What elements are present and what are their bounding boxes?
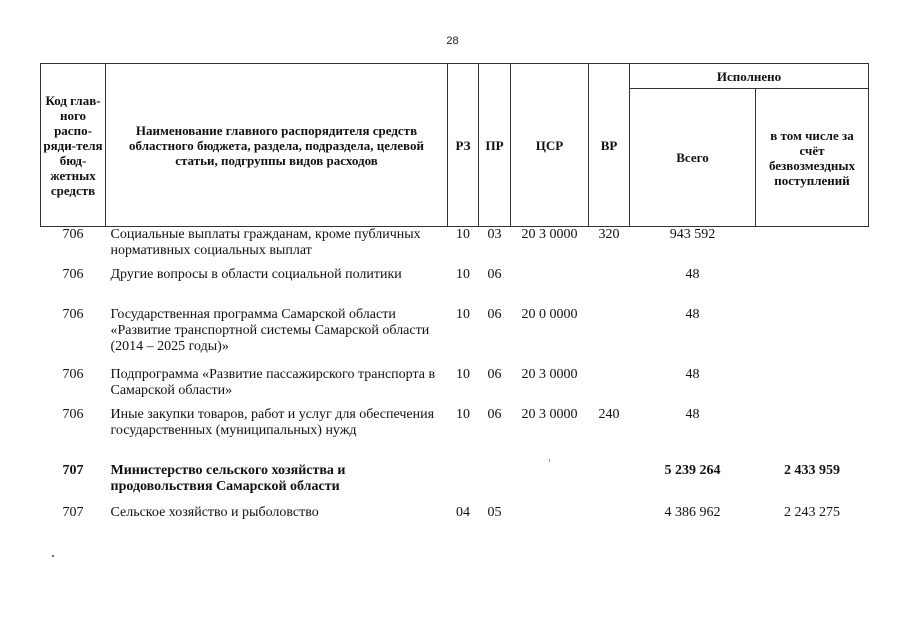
cell-code: 707 — [62, 504, 84, 520]
cell-code: 706 — [62, 406, 84, 422]
cell-incl — [756, 227, 869, 267]
cell-code: 706 — [62, 266, 84, 282]
table-row — [41, 267, 869, 307]
header-rz: РЗ — [448, 64, 479, 227]
cell-vr — [589, 367, 630, 407]
cell-name: Подпрограмма «Развитие пассажирского транспорта в Самарской области» — [110, 366, 436, 398]
cell-pr: 03 — [487, 227, 502, 242]
cell-pr: 06 — [487, 266, 502, 282]
cell-rz: 10 — [456, 227, 470, 242]
budget-table — [40, 63, 869, 529]
page-number: 28 — [446, 35, 459, 47]
table-row — [41, 505, 869, 529]
cell-code: 706 — [62, 227, 84, 242]
cell-rz: 10 — [456, 306, 470, 322]
table-header — [41, 64, 869, 227]
cell-name: Министерство сельского хозяйства и продовольствия Самарской области — [110, 462, 346, 494]
cell-name: Иные закупки товаров, работ и услуг для обеспечения государственных (муниципальных) нужд — [110, 406, 435, 438]
cell-rz: 10 — [456, 266, 470, 282]
cell-pr: 06 — [487, 406, 502, 422]
table-row — [41, 463, 869, 505]
cell-code: 707 — [62, 462, 84, 478]
header-vr: ВР — [589, 64, 630, 227]
cell-name: Сельское хозяйство и рыболовство — [110, 504, 319, 520]
cell-total: 48 — [685, 266, 700, 282]
cell-rz — [448, 463, 479, 505]
cell-name: Государственная программа Самарской области «Развитие транспортной системы Самарской области (2014 – 2025 годы)» — [110, 306, 430, 354]
cell-code: 706 — [62, 366, 84, 382]
header-code: Код глав-ного распо-ряди-теля бюд-жетных средств — [41, 64, 106, 227]
scan-speck — [52, 555, 54, 557]
cell-csr: 20 3 0000 — [521, 366, 578, 382]
cell-name: Социальные выплаты гражданам, кроме публичных нормативных социальных выплат — [110, 227, 421, 258]
cell-total: 5 239 264 — [664, 462, 721, 478]
cell-pr: 06 — [487, 366, 502, 382]
table-row — [41, 367, 869, 407]
cell-total: 4 386 962 — [664, 504, 721, 520]
cell-pr — [479, 463, 511, 505]
cell-csr: 20 3 0000 — [521, 227, 578, 242]
table-body — [41, 227, 869, 529]
header-pr: ПР — [479, 64, 511, 227]
cell-csr — [511, 267, 589, 307]
cell-total: 48 — [685, 366, 700, 382]
table-row — [41, 407, 869, 463]
cell-csr: 20 0 0000 — [521, 306, 578, 322]
cell-incl — [756, 407, 869, 463]
cell-rz: 04 — [456, 504, 470, 520]
cell-csr — [511, 463, 589, 505]
cell-vr — [589, 267, 630, 307]
cell-pr: 05 — [487, 504, 502, 520]
cell-pr: 06 — [487, 306, 502, 322]
header-csr: ЦСР — [511, 64, 589, 227]
cell-name: Другие вопросы в области социальной политики — [110, 266, 402, 282]
cell-vr — [589, 307, 630, 367]
cell-rz: 10 — [456, 366, 470, 382]
cell-incl — [756, 307, 869, 367]
cell-total: 943 592 — [669, 227, 716, 242]
header-incl: в том числе за счёт безвозмездных поступлений — [756, 89, 869, 227]
cell-vr: 320 — [598, 227, 620, 242]
cell-vr: 240 — [598, 406, 620, 422]
cell-vr — [589, 505, 630, 529]
cell-rz: 10 — [456, 406, 470, 422]
header-executed: Исполнено — [630, 64, 869, 89]
table-row — [41, 227, 869, 267]
header-name: Наименование главного распорядителя средств областного бюджета, раздела, подраздела, целевой статьи, подгруппы видов расходов — [106, 64, 448, 227]
table-row — [41, 307, 869, 367]
cell-total: 48 — [685, 406, 700, 422]
cell-csr: 20 3 0000 — [521, 406, 578, 422]
cell-incl: 2 433 959 — [784, 462, 840, 478]
cell-incl — [756, 267, 869, 307]
cell-code: 706 — [62, 306, 84, 322]
header-total: Всего — [630, 89, 756, 227]
scan-speck — [549, 459, 550, 462]
cell-total: 48 — [685, 306, 700, 322]
cell-vr — [589, 463, 630, 505]
cell-incl: 2 243 275 — [784, 504, 840, 520]
cell-csr — [511, 505, 589, 529]
cell-incl — [756, 367, 869, 407]
